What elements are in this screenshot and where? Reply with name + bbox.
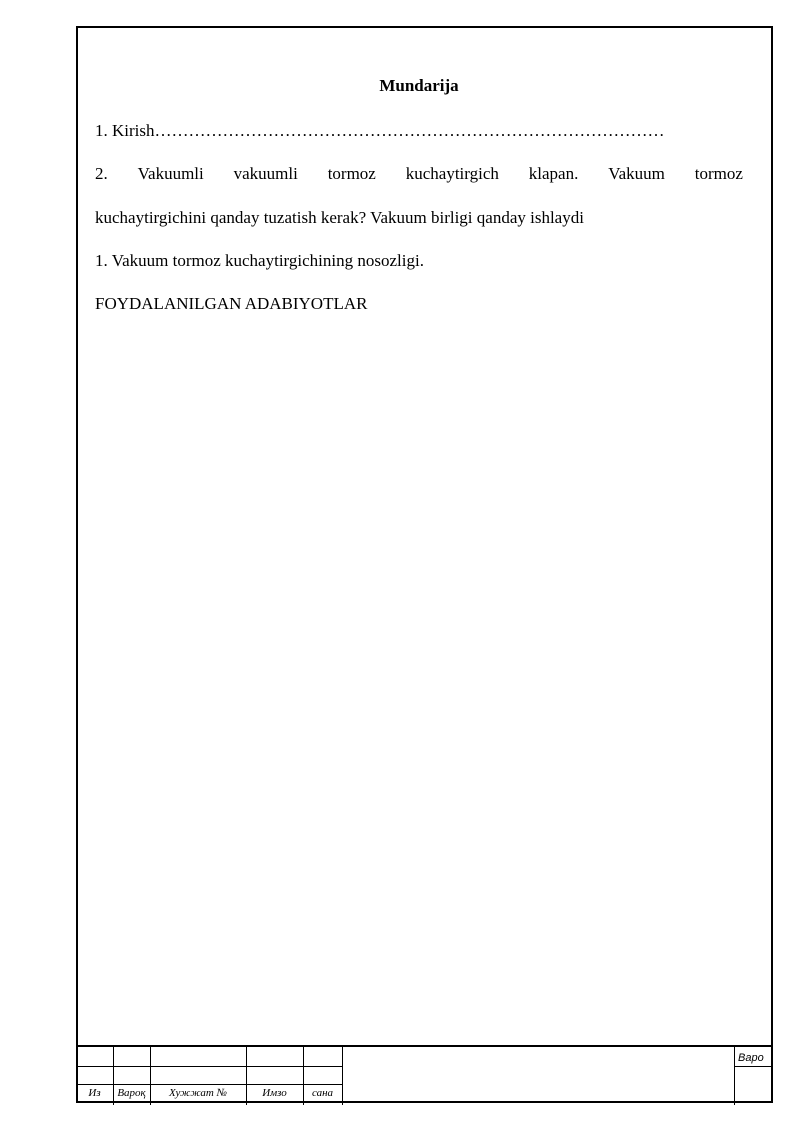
stamp-label-hujjat: Хужжат № — [169, 1087, 227, 1099]
toc-item-2-word: vakuumli — [233, 164, 298, 183]
page-title: Mundarija — [379, 76, 459, 95]
stamp-label-iz: Из — [88, 1087, 101, 1099]
stamp-label-varoq: Вароқ — [117, 1087, 146, 1099]
toc-item-2-word: kuchaytirgich — [405, 164, 499, 183]
stamp-divider — [342, 1047, 343, 1105]
stamp-row-line — [76, 1084, 342, 1085]
toc-item-1: 1. Kirish……………………………………………………………………………… — [95, 121, 665, 140]
stamp-label-sana: сана — [311, 1087, 334, 1099]
stamp-sheet-label: Варо — [738, 1052, 764, 1064]
stamp-row-line — [76, 1066, 342, 1067]
toc-item-4: FOYDALANILGAN ADABIYOTLAR — [95, 294, 368, 313]
stamp-sheet-line — [734, 1066, 773, 1067]
toc-item-2-word: klapan. — [528, 164, 579, 183]
stamp-label-imzo: Имзо — [262, 1087, 287, 1099]
toc-item-2-word: 2. — [95, 164, 108, 183]
stamp-divider — [734, 1047, 735, 1105]
toc-item-2-word: Vakuum — [608, 164, 665, 183]
title-block — [76, 1045, 773, 1103]
toc-item-2-continuation: kuchaytirgichini qanday tuzatish kerak? Vakuum birligi qanday ishlaydi — [95, 208, 584, 227]
toc-item-2-word: tormoz — [327, 164, 376, 183]
toc-item-2-word: tormoz — [694, 164, 743, 183]
toc-item-2-word: Vakuumli — [137, 164, 204, 183]
toc-item-3: 1. Vakuum tormoz kuchaytirgichining nosozligi. — [95, 251, 424, 270]
page-frame — [76, 26, 773, 1103]
toc-item-2 — [95, 164, 743, 184]
